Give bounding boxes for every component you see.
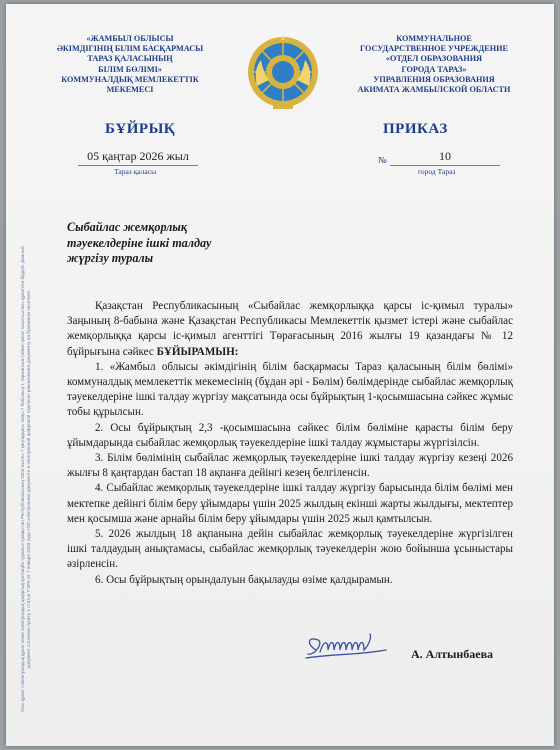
order-number: 10 <box>390 149 500 166</box>
order-date: 05 қаңтар 2026 жыл <box>78 149 198 166</box>
header-left <box>32 34 228 95</box>
header-right-line: ГОСУДАРСТВЕННОЕ УЧРЕЖДЕНИЕ <box>360 44 508 54</box>
order-item: 3. Білім бөлімінің сыбайлас жемқорлық тәуекелдеріне ішкі талдау жүргізу кезеңі 2026 жылғы 8 қаңтардан бастап 18 ақпанға дейінгі кезең белгіленсін. <box>67 452 513 480</box>
document-body <box>67 299 513 588</box>
header-right <box>336 34 532 95</box>
city-ru: город Тараз <box>418 167 456 176</box>
header-left-line: ТАРАЗ ҚАЛАСЫНЫҢ <box>87 54 173 64</box>
header-right-line: ГОРОДА ТАРАЗ» <box>401 64 467 74</box>
header-left-line: «ЖАМБЫЛ ОБЛЫСЫ <box>86 34 174 43</box>
header-left-line: МЕКЕМЕСІ <box>106 85 154 95</box>
order-word-kz: БҰЙРЫҚ <box>105 121 176 137</box>
side-legal-note: Осы құжат «Электрондық құжат және электрондық цифрлық қолтаңба туралы» Қазақстан Республикасының 2003 жылғы 7 қаңтардағы Заңы 7 бабының 1 тармағына сәйкес қағаз тасығыштағы құжатпен бірдей. Данный документ согласно пункту 1 статьи 7 ЗРК от 7 января 2003 года «Об электронном документе и электронной цифровой подписи» равнозначен документу на бумажном носителе. <box>20 246 31 712</box>
order-item: 5. 2026 жылдың 18 ақпанына дейін сыбайлас жемқорлық тәуекелдеріне жүргізілген ішкі талдаудың анықтамасы, сыбайлас жемқорлық тәуекелдерін жою бойынша ұсыныстары әзірленсін. <box>67 528 513 571</box>
intro-paragraph <box>67 299 513 360</box>
header-right-line: УПРАВЛЕНИЯ ОБРАЗОВАНИЯ <box>373 74 495 84</box>
order-item: 1. «Жамбыл облысы әкімдігінің білім басқармасы Тараз қаласының білім бөлімі» коммуналдық мемлекеттік мекемесінің (бұдан әрі - Бөлім) бөлімдерінде сыбайлас жемқорлық тәуекелдеріне ішкі талдау жүргізу мақсатында осы бұйрықтың 1-қосымшасына сәйкес жұмыс тобы құрылсын. <box>67 360 513 419</box>
intro-text: Қазақстан Республикасының «Сыбайлас жемқорлыққа қарсы іс-қимыл туралы» Заңының 8-бабына және Қазақстан Республикасы Мемлекеттік қызмет істері және сыбайлас жемқорлыққа қарсы іс-қимыл агенттігі Төрағасының 2016 жылғы 19 қазандағы № 12 бұйрығына сәйкес <box>67 300 513 358</box>
signer-name: А. Алтынбаева <box>411 647 494 661</box>
header-right-line: «ОТДЕЛ ОБРАЗОВАНИЯ <box>385 54 483 64</box>
header-right-line: КОММУНАЛЬНОЕ <box>396 34 472 43</box>
header-left-line: ӘКІМДІГІНІҢ БІЛІМ БАСҚАРМАСЫ <box>56 44 204 54</box>
document-title: Сыбайлас жемқорлық тәуекелдеріне ішкі талдау жүргізу туралы <box>67 220 212 265</box>
order-command: БҰЙЫРАМЫН: <box>156 345 239 358</box>
order-word-ru: ПРИКАЗ <box>383 121 448 137</box>
header-left-line: КОММУНАЛДЫҚ МЕМЛЕКЕТТІК <box>61 74 199 84</box>
number-sign: № <box>378 155 387 165</box>
state-emblem-icon <box>247 34 319 110</box>
order-item: 4. Сыбайлас жемқорлық тәуекелдеріне ішкі талдау жүргізу барысында білім бөлімі мен мектепке дейінгі білім беру ұйымдары үшін 2025 жылдың екінші жарты жылдығы, мектептер мен қосымша және арнайы білім беру ұйымдары үшін 2025 жыл қамтылсын. <box>67 482 513 525</box>
order-item: 2. Осы бұйрықтың 2,3 -қосымшасына сәйкес білім бөліміне қарасты білім беру ұйымдарында сыбайлас жемқорлық тәуекелдеріне ішкі талдау жұмыстары жүргізілсін. <box>67 421 513 449</box>
header-right-line: АКИМАТА ЖАМБЫЛСКОЙ ОБЛАСТИ <box>357 85 511 95</box>
city-kz: Тараз қаласы <box>114 167 157 176</box>
order-item: 6. Осы бұйрықтың орындалуын бақылауды өзіме қалдырамын. <box>95 573 393 586</box>
document-page <box>6 4 554 746</box>
header-left-line: БІЛІМ БӨЛІМІ» <box>98 64 162 74</box>
handwritten-signature <box>302 628 392 668</box>
